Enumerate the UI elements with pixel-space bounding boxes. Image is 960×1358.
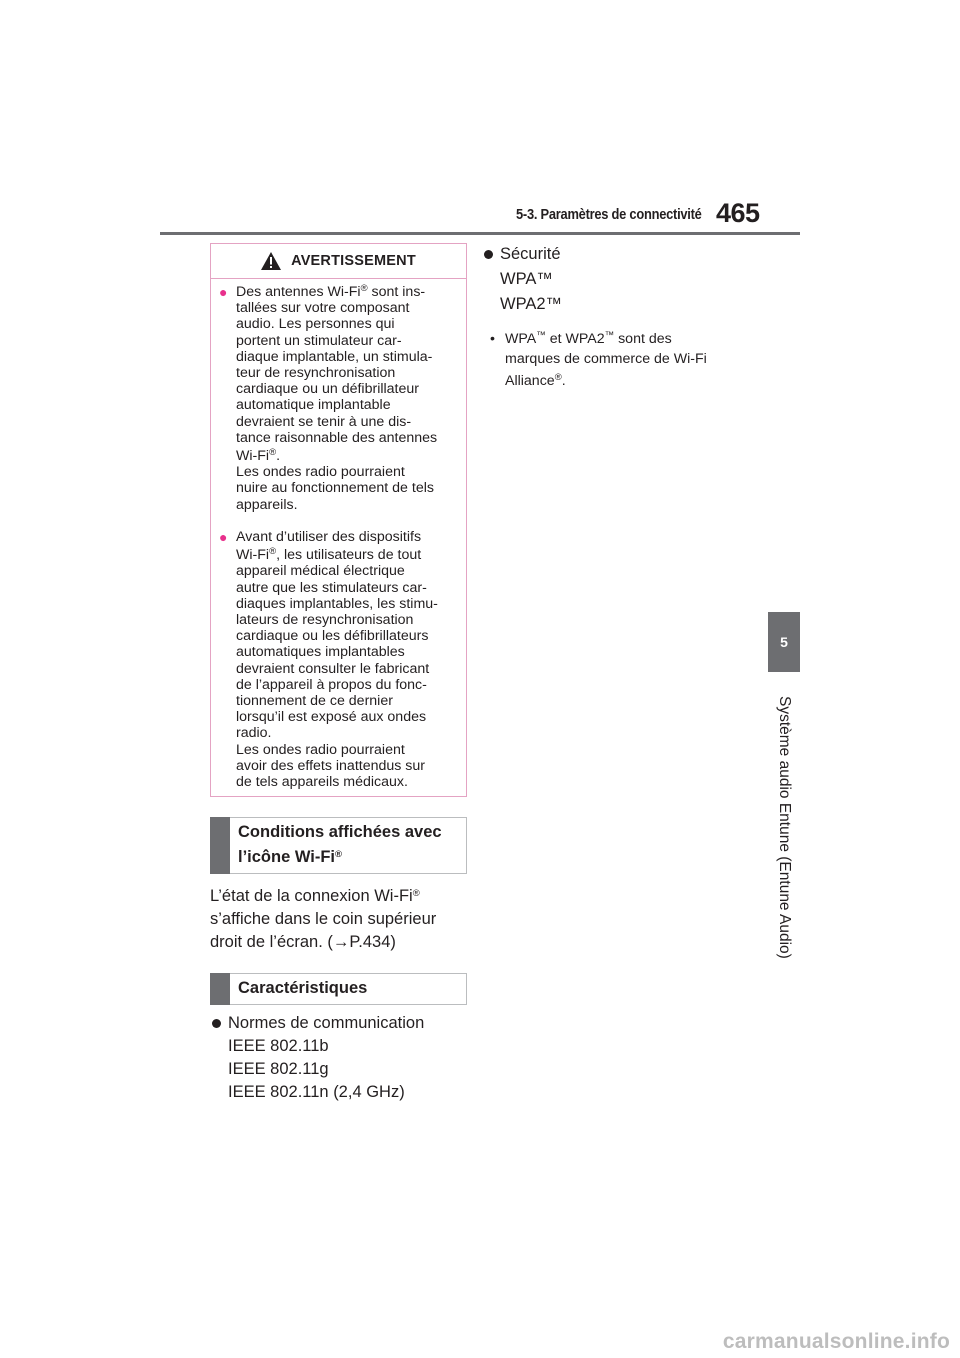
section-heading-title: l’icône Wi-Fi — [238, 848, 336, 866]
paragraph-line: s’affiche dans le coin supérieur — [210, 910, 437, 928]
warning-1-line: diaque implantable, un stimula- — [236, 348, 433, 365]
warning-1-line: Des antennes Wi-Fi — [236, 284, 361, 300]
warning-1-line: sont ins- — [367, 284, 426, 300]
warning-2-line: tionnement de ce dernier — [236, 693, 393, 710]
warning-2-line: diaques implantables, les stimu- — [236, 595, 438, 612]
spec-value: WPA™ — [500, 270, 553, 288]
trademark-mark: ™ — [536, 330, 546, 341]
spec-value: IEEE 802.11b — [228, 1037, 329, 1055]
section-heading-title: Conditions affichées avec — [238, 823, 442, 841]
note-line: . — [561, 373, 566, 389]
warning-1-line: nuire au fonctionnement de tels — [236, 480, 434, 497]
section-heading-wifi-icon — [210, 817, 467, 874]
bullet-icon: ● — [219, 529, 228, 545]
registered-mark: ® — [269, 546, 277, 558]
warning-2-line: radio. — [236, 725, 272, 742]
spec-label: Normes de communication — [228, 1014, 425, 1032]
bullet-icon: ● — [219, 284, 228, 300]
warning-1-line: tallées sur votre composant — [236, 300, 410, 317]
chapter-side-label-text: Système audio Entune (Entune Audio) — [776, 695, 793, 959]
warning-2-line: autre que les stimulateurs car- — [236, 579, 427, 596]
warning-2-line: de tels appareils médicaux. — [236, 774, 408, 791]
header-rule — [160, 232, 800, 235]
warning-1-line: appareils. — [236, 496, 298, 513]
registered-mark: ® — [335, 849, 343, 860]
registered-mark: ® — [360, 283, 368, 294]
warning-2-line: Les ondes radio pourraient — [236, 741, 405, 758]
section-header: 5-3. Paramètres de connectivité — [516, 206, 702, 223]
warning-title: AVERTISSEMENT — [291, 253, 416, 269]
section-heading-title: Caractéristiques — [238, 979, 368, 997]
note-line: et WPA2 — [545, 331, 605, 347]
warning-1-line: Les ondes radio pourraient — [236, 464, 405, 481]
spec-standards — [212, 1012, 472, 1104]
warning-2-line: lateurs de resynchronisation — [236, 612, 414, 629]
spec-value: IEEE 802.11g — [228, 1060, 329, 1078]
bullet-dot-icon — [484, 250, 493, 259]
note-bullet: • — [490, 331, 495, 347]
warning-2-line: automatiques implantables — [236, 644, 405, 661]
warning-2-line: cardiaque ou les défibrillateurs — [236, 628, 429, 645]
paragraph-line: droit de l’écran. ( — [210, 933, 333, 951]
warning-1-line: portent un stimulateur car- — [236, 332, 402, 349]
warning-header — [211, 244, 466, 279]
spec-value: IEEE 802.11n (2,4 GHz) — [228, 1083, 405, 1101]
registered-mark: ® — [554, 372, 562, 383]
warning-triangle-icon — [261, 252, 281, 270]
note-line: Alliance — [505, 373, 555, 389]
registered-mark: ® — [412, 888, 420, 899]
warning-2-line: appareil médical électrique — [236, 563, 405, 580]
warning-item-1 — [219, 284, 463, 513]
warning-2-line: Wi-Fi — [236, 547, 270, 564]
warning-1-line: devraient se tenir à une dis- — [236, 413, 412, 430]
warning-box — [210, 243, 467, 797]
warning-1-line: . — [276, 448, 281, 465]
warning-2-line: de l’appareil à propos du fonc- — [236, 676, 427, 693]
warning-2-line: , les utilisateurs de tout — [276, 547, 422, 564]
warning-1-line: teur de resynchronisation — [236, 365, 396, 382]
note-line: WPA — [505, 331, 537, 347]
warning-2-line: lorsqu’il est exposé aux ondes — [236, 709, 427, 726]
warning-1-line: cardiaque ou un défibrillateur — [236, 381, 419, 398]
warning-2-line: devraient consulter le fabricant — [236, 660, 430, 677]
warning-1-line: Wi-Fi — [236, 448, 270, 465]
section-heading-bar — [210, 817, 230, 874]
warning-1-line: automatique implantable — [236, 397, 391, 414]
chapter-side-label — [760, 682, 808, 972]
arrow-icon: → — [332, 933, 350, 951]
warning-1-line: audio. Les personnes qui — [236, 316, 395, 333]
watermark: carmanualsonline.info — [722, 1330, 950, 1353]
spec-label: Sécurité — [500, 245, 561, 263]
warning-2-line: Avant d’utiliser des dispositifs — [236, 529, 422, 545]
wifi-status-paragraph — [210, 885, 472, 954]
spec-value: WPA2™ — [500, 295, 563, 313]
note-line: sont des — [614, 331, 672, 347]
page-number: 465 — [716, 198, 760, 228]
paragraph-line: L’état de la connexion Wi-Fi — [210, 887, 413, 905]
section-heading-bar — [210, 973, 230, 1005]
trademark-mark: ™ — [604, 330, 615, 341]
note-line: marques de commerce de Wi-Fi — [505, 351, 707, 367]
chapter-tab: 5 — [768, 612, 800, 672]
warning-1-line: tance raisonnable des antennes — [236, 429, 438, 446]
page-reference-link[interactable]: P.434) — [349, 933, 396, 951]
bullet-dot-icon — [212, 1019, 221, 1028]
warning-2-line: avoir des effets inattendus sur — [236, 757, 426, 774]
warning-item-2 — [219, 529, 463, 790]
registered-mark: ® — [269, 447, 277, 459]
spec-security — [484, 242, 754, 317]
section-heading-specs — [210, 973, 467, 1005]
trademark-note — [490, 329, 760, 391]
